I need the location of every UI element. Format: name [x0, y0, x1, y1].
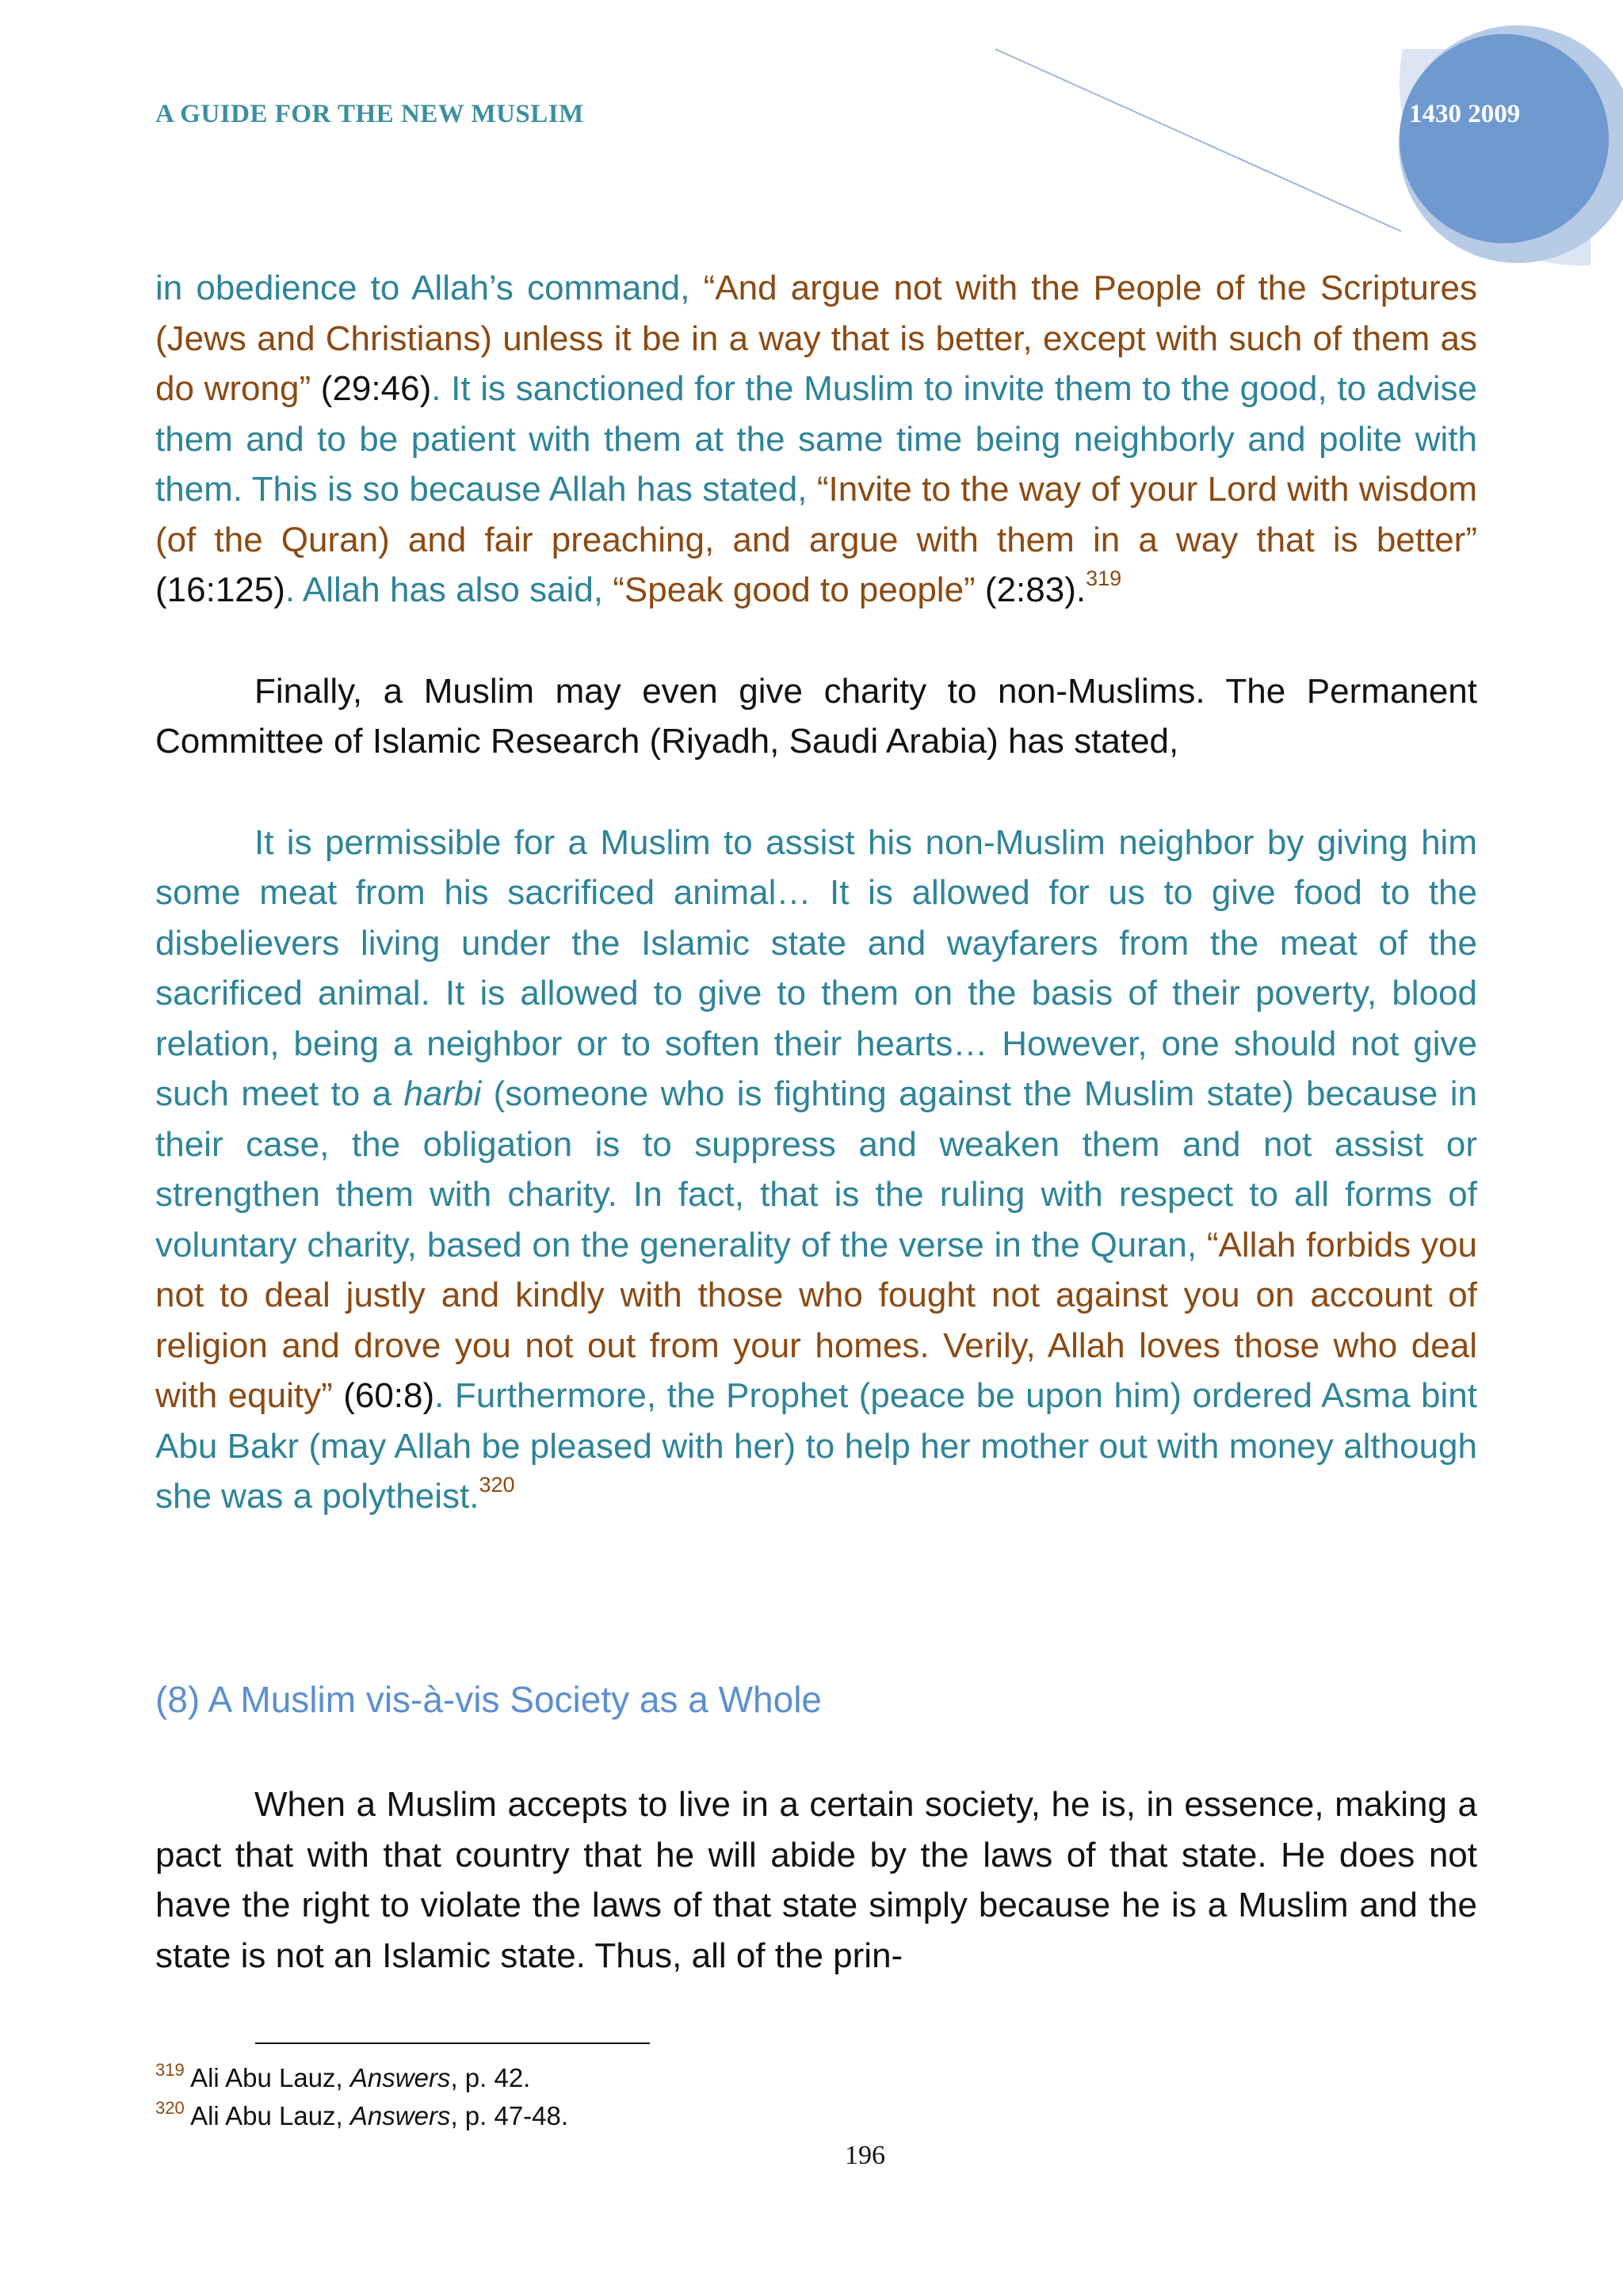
footnote-320 [155, 2098, 569, 2131]
verse-reference: (29:46) [311, 369, 432, 408]
header-title: A GUIDE FOR THE NEW MUSLIM [155, 100, 584, 128]
quran-quote: “Invite to the way of your Lord with wisdom (of the Quran) and fair preaching, and argue with them in a way that is better” [155, 470, 1477, 559]
page-number: 196 [845, 2141, 885, 2170]
footnote-author: Ali Abu Lauz, [190, 2063, 350, 2092]
section-heading: (8) A Muslim vis-à-vis Society as a Whole [155, 1679, 823, 1720]
footnote-author: Ali Abu Lauz, [190, 2101, 350, 2130]
italic-term: harbi [403, 1074, 482, 1113]
text-span: It is permissible for a Muslim to assist his non-Muslim neighbor by giving him some meat from his sacrificed animal… It is allowed for us to give food to the disbelievers living under the Islamic state and wayfarers from the meat of the sacrificed animal. It is allowed to give to them on the basis of their poverty, blood relation, being a neighbor or to soften their hearts… However, one should not give such meet to a [155, 822, 1477, 1113]
quran-quote: “Speak good to people” [613, 570, 976, 609]
quran-quote: “And argue not with the People of the Scriptures (Jews and Christians) unless it be in a way that is better, except with such of them as do wrong” [155, 269, 1477, 408]
paragraph-1 [155, 263, 1477, 616]
text-span: (someone who is fighting against the Muslim state) because in their case, the obligation is to suppress and weaken them and not assist or strengthen them with charity. In fact, that is the ruling with respect to all forms of voluntary charity, based on the generality of the verse in the Quran, [155, 1074, 1477, 1264]
header-year: 1430 2009 [1409, 100, 1521, 128]
footnote-work: Answers [349, 2101, 451, 2130]
footnote-work: Answers [349, 2063, 451, 2092]
footnote-number: 319 [155, 2060, 185, 2080]
footnote-ref-319[interactable]: 319 [1086, 566, 1122, 590]
footnote-pages: , p. 42. [450, 2063, 531, 2092]
verse-reference: (16:125) [155, 570, 285, 609]
body-text-top [155, 263, 1477, 1522]
body-text-bottom [155, 1779, 1477, 1981]
verse-reference: (60:8) [332, 1376, 435, 1415]
text-span: . It is sanctioned for the Muslim to invite them to the good, to advise them and to be patient with them at the same time being neighborly and polite with them. This is so because Allah has stated, [155, 369, 1477, 509]
verse-reference: (2:83). [975, 570, 1086, 609]
footnote-number: 320 [155, 2098, 185, 2118]
header-decoration [0, 0, 1623, 269]
paragraph-3 [155, 818, 1477, 1522]
text-span: . Allah has also said, [285, 570, 613, 609]
footnote-divider [255, 2042, 650, 2044]
text-span: . Furthermore, the Prophet (peace be upon him) ordered Asma bint Abu Bakr (may Allah be pleased with her) to help her mother out with money although she was a polytheist. [155, 1376, 1477, 1516]
quran-quote: “Allah forbids you not to deal justly and kindly with those who fought not against you on account of religion and drove you not out from your homes. Verily, Allah loves those who deal with equity” [155, 1225, 1477, 1415]
footnote-ref-320[interactable]: 320 [479, 1473, 515, 1497]
footnote-319 [155, 2060, 531, 2093]
footnote-pages: , p. 47-48. [450, 2101, 569, 2130]
text-span: in obedience to Allah’s command, [155, 269, 704, 307]
paragraph-4: When a Muslim accepts to live in a certain society, he is, in essence, making a pact that with that country that he will abide by the laws of that state. He does not have the right to violate the laws of that state simply because he is a Muslim and the state is not an Islamic state. Thus, all of the prin- [155, 1785, 1477, 1975]
paragraph-2: Finally, a Muslim may even give charity to non-Muslims. The Permanent Committee of Islamic Research (Riyadh, Saudi Arabia) has stated, [155, 671, 1477, 761]
